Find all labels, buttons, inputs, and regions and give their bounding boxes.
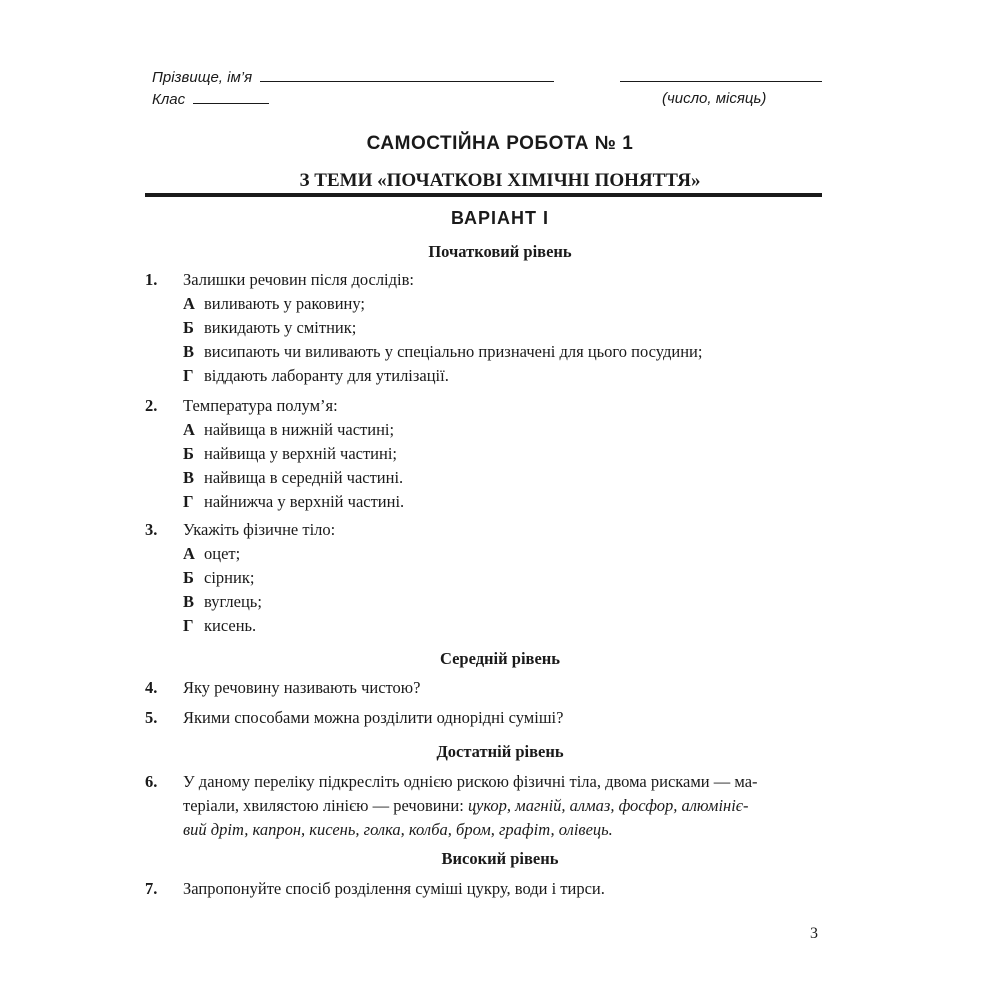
date-field-row <box>620 67 822 86</box>
class-label: Клас <box>152 91 186 108</box>
question-6-line-3: вий дріт, капрон, кисень, голка, колба, бром, графіт, олівець. <box>183 820 613 839</box>
question-text: Температура полум’я: <box>183 396 338 415</box>
option-c: В висипають чи виливають у спеціально призначені для цього посудини; <box>183 342 703 361</box>
question-text: Залишки речовин після дослідів: <box>183 270 414 289</box>
question-number: 3. <box>145 520 158 539</box>
option-b: Б викидають у смітник; <box>183 318 357 337</box>
question-number: 4. <box>145 678 158 697</box>
surname-label: Прізвище, ім’я <box>152 69 253 86</box>
class-blank-line <box>193 89 269 104</box>
question-number: 1. <box>145 270 158 289</box>
substance-list-part-1: цукор, магній, алмаз, фосфор, алюмініє- <box>467 796 749 815</box>
option-c: В найвища в середній частині. <box>183 468 404 487</box>
level-heading-middle: Середній рівень <box>439 649 561 668</box>
date-blank-line <box>620 67 822 82</box>
question-text: Укажіть фізичне тіло: <box>183 520 336 539</box>
variant-heading: ВАРІАНТ І <box>450 208 550 228</box>
page-title: САМОСТІЙНА РОБОТА № 1 <box>366 133 634 154</box>
question-text: Якими способами можна розділити однорідні суміші? <box>183 708 564 727</box>
option-a: А оцет; <box>183 544 241 563</box>
question-6-line-1: У даному переліку підкресліть однією рискою фізичні тіла, двома рисками — ма- <box>183 772 758 791</box>
question-number: 6. <box>145 772 158 791</box>
question-text: Яку речовину називають чистою? <box>183 678 421 697</box>
question-number: 5. <box>145 708 158 727</box>
option-d: Г кисень. <box>183 616 257 635</box>
title-divider <box>145 193 822 197</box>
option-a: А найвища в нижній частині; <box>183 420 395 439</box>
option-d: Г найнижча у верхній частині. <box>183 492 405 511</box>
question-text: Запропонуйте спосіб розділення суміші цукру, води і тирси. <box>183 879 605 898</box>
surname-field-row <box>152 67 554 86</box>
page-number: 3 <box>810 925 818 942</box>
level-heading-high: Високий рівень <box>441 849 559 868</box>
option-b: Б найвища у верхній частині; <box>183 444 398 463</box>
level-heading-initial: Початковий рівень <box>428 242 572 261</box>
option-b: Б сірник; <box>183 568 255 587</box>
option-a: А виливають у раковину; <box>183 294 365 313</box>
question-number: 7. <box>145 879 158 898</box>
option-d: Г віддають лаборанту для утилізації. <box>183 366 449 385</box>
question-6-line-2: теріали, хвилястою лінією — речовини: цукор, магній, алмаз, фосфор, алюмініє- <box>183 796 749 815</box>
date-caption: (число, місяць) <box>662 90 767 107</box>
question-6-text <box>183 770 823 842</box>
level-heading-sufficient: Достатній рівень <box>436 742 564 761</box>
surname-blank-line <box>260 67 554 82</box>
class-field-row <box>152 89 269 108</box>
option-c: В вуглець; <box>183 592 262 611</box>
page-subtitle: З ТЕМИ «ПОЧАТКОВІ ХІМІЧНІ ПОНЯТТЯ» <box>299 170 701 191</box>
question-number: 2. <box>145 396 158 415</box>
